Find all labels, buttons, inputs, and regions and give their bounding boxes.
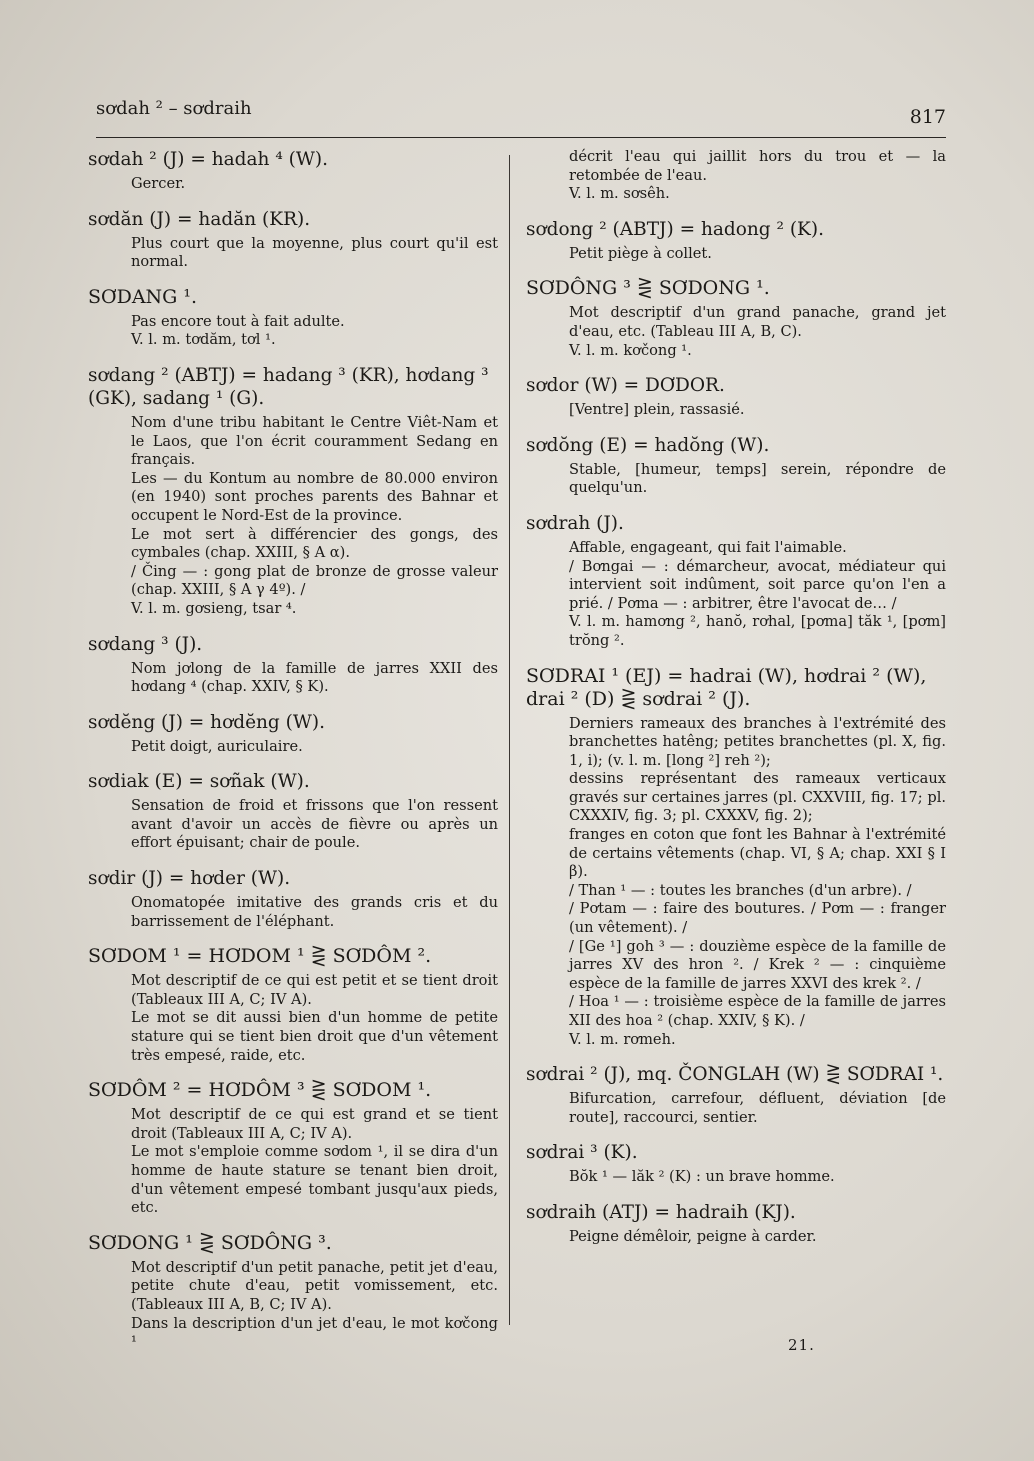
definition-line: / Bơngai — : démarcheur, avocat, médiateur qui intervient soit indûment, soit parce qu'on l'en a prié. / Pơma — : arbitrer, être l'avocat de… /: [569, 557, 946, 612]
entry-headword: sơdraih (ATJ) = hadraih (KJ).: [526, 1201, 796, 1223]
entry-headword: sơdah ² (J) = hadah ⁴ (W).: [88, 149, 328, 170]
definition-line: Pas encore tout à fait adulte.: [131, 312, 345, 330]
left-column: [88, 148, 498, 1366]
entry: [88, 867, 498, 931]
entry-headword: SƠDONG ¹ ⋛ SƠDÔNG ³.: [88, 1231, 332, 1254]
running-head-title: sơdah ² – sơdraih: [96, 98, 252, 119]
entry: [88, 711, 498, 757]
entry: [88, 208, 498, 272]
entry-definition: [526, 1090, 946, 1127]
entry-definition: [88, 972, 498, 1065]
entry-definition: [526, 1168, 946, 1187]
definition-line: / Than ¹ — : toutes les branches (d'un arbre). /: [569, 881, 912, 899]
definition-line: Dans la description d'un jet d'eau, le mot kơčong ¹: [131, 1314, 498, 1351]
entry: [88, 286, 498, 350]
entry: [526, 1201, 946, 1247]
definition-line: Petit doigt, auriculaire.: [131, 737, 303, 755]
entry-headword: sơdrah (J).: [526, 512, 624, 534]
entry: [526, 512, 946, 651]
entry: [88, 633, 498, 697]
definition-line: / [Ge ¹] goh ³ — : douzième espèce de la famille de jarres XV des hron ². / Krek ² — : cinquième espèce de la famille de jarres XXVI des krek ². /: [569, 937, 946, 992]
page-number: 817: [909, 106, 946, 128]
entry-definition: [88, 797, 498, 853]
definition-line: Bifurcation, carrefour, défluent, déviation [de route], raccourci, sentier.: [569, 1090, 946, 1126]
entry-headword: sơdiak (E) = sơñak (W).: [88, 771, 310, 793]
definition-line: V. l. m. sơsêh.: [569, 185, 670, 203]
signature-mark: 21.: [788, 1336, 815, 1354]
entry-definition: [88, 1106, 498, 1218]
definition-line: dessins représentant des rameaux verticaux gravés sur certaines jarres (pl. CXXVIII, fig. 17; pl. CXXXIV, fig. 3; pl. CXXXV, fig. 2);: [569, 770, 946, 825]
entry-headword: SƠDRAI ¹ (EJ) = hadrai (W), hơdrai ² (W), drai ² (D) ⋛ sơdrai ² (J).: [526, 664, 927, 710]
entry-definition: [88, 894, 498, 931]
entry-headword: sơdrai ² (J), mq. ČONGLAH (W) ⋛ SƠDRAI ¹.: [526, 1064, 944, 1086]
entry: [526, 277, 946, 360]
entry-definition: [88, 235, 498, 272]
column-divider: [509, 155, 510, 1325]
entry-headword: sơdor (W) = DƠDOR.: [526, 375, 725, 397]
entry-continuation: [526, 148, 946, 204]
definition-line: Affable, engageant, qui fait l'aimable.: [569, 538, 847, 556]
definition-line: Mot descriptif d'un grand panache, grand jet d'eau, etc. (Tableau III A, B, C).: [569, 304, 946, 340]
definition-line: Bŏk ¹ — lăk ² (K) : un brave homme.: [569, 1168, 835, 1186]
entry-definition: [88, 738, 498, 757]
definition-line: V. l. m. tơdăm, tơl ¹.: [131, 331, 276, 349]
definition-line: décrit l'eau qui jaillit hors du trou et — la retombée de l'eau.: [569, 148, 946, 184]
definition-line: Nom d'une tribu habitant le Centre Viêt-Nam et le Laos, que l'on écrit couramment Sedang en français.: [131, 413, 498, 469]
entry: [526, 1063, 946, 1127]
entry: [526, 218, 946, 264]
entry: [526, 434, 946, 498]
definition-line: Le mot se dit aussi bien d'un homme de petite stature qui se tient bien droit que d'un vêtement très empesé, raide, etc.: [131, 1009, 498, 1064]
entry: [526, 665, 946, 1050]
entry: [88, 1079, 498, 1218]
entry-headword: sơdĕng (J) = hơdĕng (W).: [88, 711, 325, 733]
definition-line: V. l. m. kơčong ¹.: [569, 341, 692, 359]
entry-definition: [526, 461, 946, 498]
entry-definition: [526, 715, 946, 1050]
definition-line: Onomatopée imitative des grands cris et du barrissement de l'éléphant.: [131, 894, 498, 930]
definition-line: V. l. m. hamơng ², hanŏ, rơhal, [pơma] tăk ¹, [pơm] trŏng ².: [569, 613, 946, 649]
entry-definition: [526, 245, 946, 264]
definition-line: Peigne démêloir, peigne à carder.: [569, 1227, 817, 1245]
entry-definition: [88, 414, 498, 619]
header-rule: [96, 137, 946, 138]
definition-line: [Ventre] plein, rassasié.: [569, 401, 745, 419]
definition-line: Mot descriptif de ce qui est petit et se tient droit (Tableaux III A, C; IV A).: [131, 972, 498, 1008]
entry-headword: SƠDÔM ² = HƠDÔM ³ ⋛ SƠDOM ¹.: [88, 1079, 432, 1102]
entry-headword: sơdăn (J) = hadăn (KR).: [88, 208, 311, 230]
entry: [526, 374, 946, 420]
entry-headword: SƠDOM ¹ = HƠDOM ¹ ⋛ SƠDÔM ².: [88, 945, 432, 968]
entry-definition: [88, 1259, 498, 1352]
definition-line: Gercer.: [131, 175, 186, 192]
entry-headword: sơdong ² (ABTJ) = hadong ² (K).: [526, 218, 824, 240]
entry-headword: sơdang ² (ABTJ) = hadang ³ (KR), hơdang ³ (GK), sadang ¹ (G).: [88, 364, 489, 409]
definition-line: Nom jơlong de la famille de jarres XXII des hơdang ⁴ (chap. XXIV, § K).: [131, 659, 498, 696]
entry-definition: [88, 175, 498, 194]
definition-line: Stable, [humeur, temps] serein, répondre de quelqu'un.: [569, 460, 946, 497]
entry-headword: sơdŏng (E) = hadŏng (W).: [526, 434, 770, 456]
entry-definition: [526, 539, 946, 651]
definition-line: Derniers rameaux des branches à l'extrémité des branchettes hatêng; petites branchettes (pl. X, fig. 1, i); (v. l. m. [long ²] reh ²);: [569, 714, 946, 769]
definition-line: Sensation de froid et frissons que l'on ressent avant d'avoir un accès de fièvre ou après un effort épuisant; chair de poule.: [131, 797, 498, 852]
entry-headword: sơdir (J) = hơder (W).: [88, 868, 291, 890]
entry-definition: [88, 660, 498, 697]
definition-line: / Hoa ¹ — : troisième espèce de la famille de jarres XII des hoa ² (chap. XXIV, § K). /: [569, 993, 946, 1029]
definition-line: Mot descriptif d'un petit panache, petit jet d'eau, petite chute d'eau, petit vomissement, etc. (Tableaux III A, B, C; IV A).: [131, 1258, 498, 1313]
definition-line: Le mot sert à différencier des gongs, des cymbales (chap. XXIII, § A α).: [131, 525, 498, 562]
right-column: [526, 148, 946, 1261]
entry-headword: sơdang ³ (J).: [88, 633, 203, 655]
definition-line: Plus court que la moyenne, plus court qu'il est normal.: [131, 234, 498, 271]
definition-line: Petit piège à collet.: [569, 244, 712, 262]
entry-definition: [88, 313, 498, 350]
entry: [88, 945, 498, 1065]
entry-headword: sơdrai ³ (K).: [526, 1142, 638, 1164]
entry: [526, 1141, 946, 1187]
entry-definition: [526, 148, 946, 204]
entry-headword: SƠDANG ¹.: [88, 285, 198, 308]
definition-line: franges en coton que font les Bahnar à l'extrémité de certains vêtements (chap. VI, § A; chap. XXI § I β).: [569, 826, 946, 881]
running-head: [96, 96, 946, 132]
entry: [88, 770, 498, 853]
definition-line: / Čing — : gong plat de bronze de grosse valeur (chap. XXIII, § A γ 4º). /: [131, 562, 498, 599]
entry-headword: SƠDÔNG ³ ⋛ SƠDONG ¹.: [526, 277, 770, 300]
definition-line: V. l. m. rơmeh.: [569, 1030, 676, 1048]
definition-line: Mot descriptif de ce qui est grand et se tient droit (Tableaux III A, C; IV A).: [131, 1106, 498, 1142]
definition-line: / Pơtam — : faire des boutures. / Pơm — : franger (un vêtement). /: [569, 900, 946, 937]
definition-line: Les — du Kontum au nombre de 80.000 environ (en 1940) sont proches parents des Bahnar et occupent le Nord-Est de la province.: [131, 469, 498, 524]
entry-definition: [526, 1228, 946, 1247]
definition-line: Le mot s'emploie comme sơdom ¹, il se dira d'un homme de haute stature se tenant bien droit, d'un vêtement empesé tombant jusqu'aux pieds, etc.: [131, 1143, 498, 1217]
entry-definition: [526, 401, 946, 420]
definition-line: V. l. m. gơsieng, tsar ⁴.: [131, 599, 297, 617]
entry-definition: [526, 304, 946, 360]
entry: [88, 148, 498, 194]
entry: [88, 1232, 498, 1352]
entry: [88, 364, 498, 619]
